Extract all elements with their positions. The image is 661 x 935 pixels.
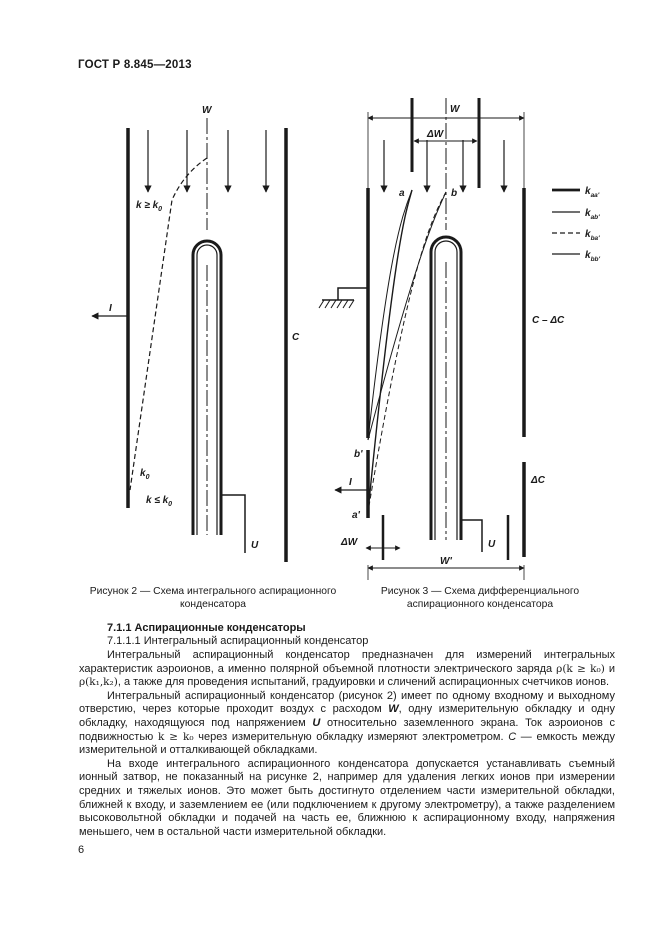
figure-3-differential-condenser xyxy=(319,98,580,580)
fig2-label-c: C xyxy=(292,332,300,343)
fig3-legend-label-aa: $k_{aa'}$ xyxy=(585,186,600,199)
section-title: 7.1.1 Аспирационные конденсаторы xyxy=(107,622,306,634)
fig3-trajectory-ba xyxy=(368,192,446,512)
fig3-label-b-prime: b' xyxy=(354,449,363,460)
fig3-label-dc: ΔC xyxy=(531,475,545,486)
figure-2-caption: Рисунок 2 — Схема интегрального аспирационного конденсатора xyxy=(89,586,337,610)
fig3-voltage-lead xyxy=(461,520,482,552)
figure-3-caption: Рисунок 3 — Схема дифференциального аспирационного конденсатора xyxy=(380,586,580,610)
figure-2-integral-condenser xyxy=(92,118,286,562)
fig3-label-u: U xyxy=(488,539,496,550)
document-header: ГОСТ Р 8.845—2013 xyxy=(78,59,192,71)
fig3-legend-label-bb: $k_{bb'}$ xyxy=(585,250,601,263)
paragraph-3: На входе интегрального аспирационного конденсатора допускается устанавливать съемный ионный затвор, не показанный на рисунке 2, например для удаления легких ионов при измерении средних и тяжелых ионов. Это может быть достигнуто отделением части измерительной обкладки, ближней к входу, и заземлением ее (или подключением к другому электрометру), а также разделением высоковольтной обкладки и подачей на часть ее, ближнюю к аспирационному входу, напряжения меньшего, чем в остальной части измерительной обкладки. xyxy=(79,757,615,838)
fig2-label-k0: $k_0$ xyxy=(140,468,150,481)
page-number: 6 xyxy=(78,844,85,856)
fig3-label-b: b xyxy=(451,188,458,199)
fig3-trajectory-aa xyxy=(368,190,412,512)
fig3-label-a-prime: a' xyxy=(352,510,360,521)
fig2-label-u: U xyxy=(251,540,259,551)
body-text xyxy=(79,649,615,839)
paragraph-2: Интегральный аспирационный конденсатор (рисунок 2) имеет по одному входному и выходному отверстию, через которые проходит воздух с расходом W, одну измерительную обкладку и одну обкладку, находящуюся под напряжением U относительно заземленного экрана. Ток аэроионов с подвижностью k ≥ k₀ через измерительную обкладку измеряют электрометром. C — емкость между измерительной и отталкивающей обкладками. xyxy=(79,689,615,757)
paragraph-1: Интегральный аспирационный конденсатор предназначен для измерений интегральных характеристик аэроионов, а именно полярной объемной плотности электрического заряда ρ(k ≥ k₀) и ρ(k₁,k₂), а также для проведения испытаний, градуировки и сличений аспирационных счетчиков ионов. xyxy=(79,649,616,689)
fig2-label-w: W xyxy=(202,105,212,116)
subsection-title: 7.1.1.1 Интегральный аспирационный конденсатор xyxy=(107,635,369,647)
fig2-voltage-lead xyxy=(221,495,245,553)
fig3-label-w: W xyxy=(450,104,460,115)
fig3-label-delta-w: ΔW xyxy=(427,129,444,140)
figure-2-labels xyxy=(109,105,300,551)
fig3-label-i: I xyxy=(349,477,352,488)
fig3-legend-label-ba: $k_{ba'}$ xyxy=(585,229,600,242)
figure-3-labels xyxy=(340,104,601,567)
fig2-label-k-le: $k \le k_0$ xyxy=(146,495,173,508)
fig2-label-k-ge: $k \ge k_0$ xyxy=(136,200,163,213)
fig2-label-i: I xyxy=(109,303,112,314)
fig3-label-a: a xyxy=(399,188,405,199)
fig3-legend-label-ab: $k_{ab'}$ xyxy=(585,208,600,221)
fig3-ground-connection xyxy=(338,288,368,300)
fig3-label-c-minus-dc: C – ΔC xyxy=(532,315,565,326)
fig3-label-delta-w-bottom: ΔW xyxy=(341,537,358,548)
fig3-label-w-prime: W' xyxy=(440,556,452,567)
